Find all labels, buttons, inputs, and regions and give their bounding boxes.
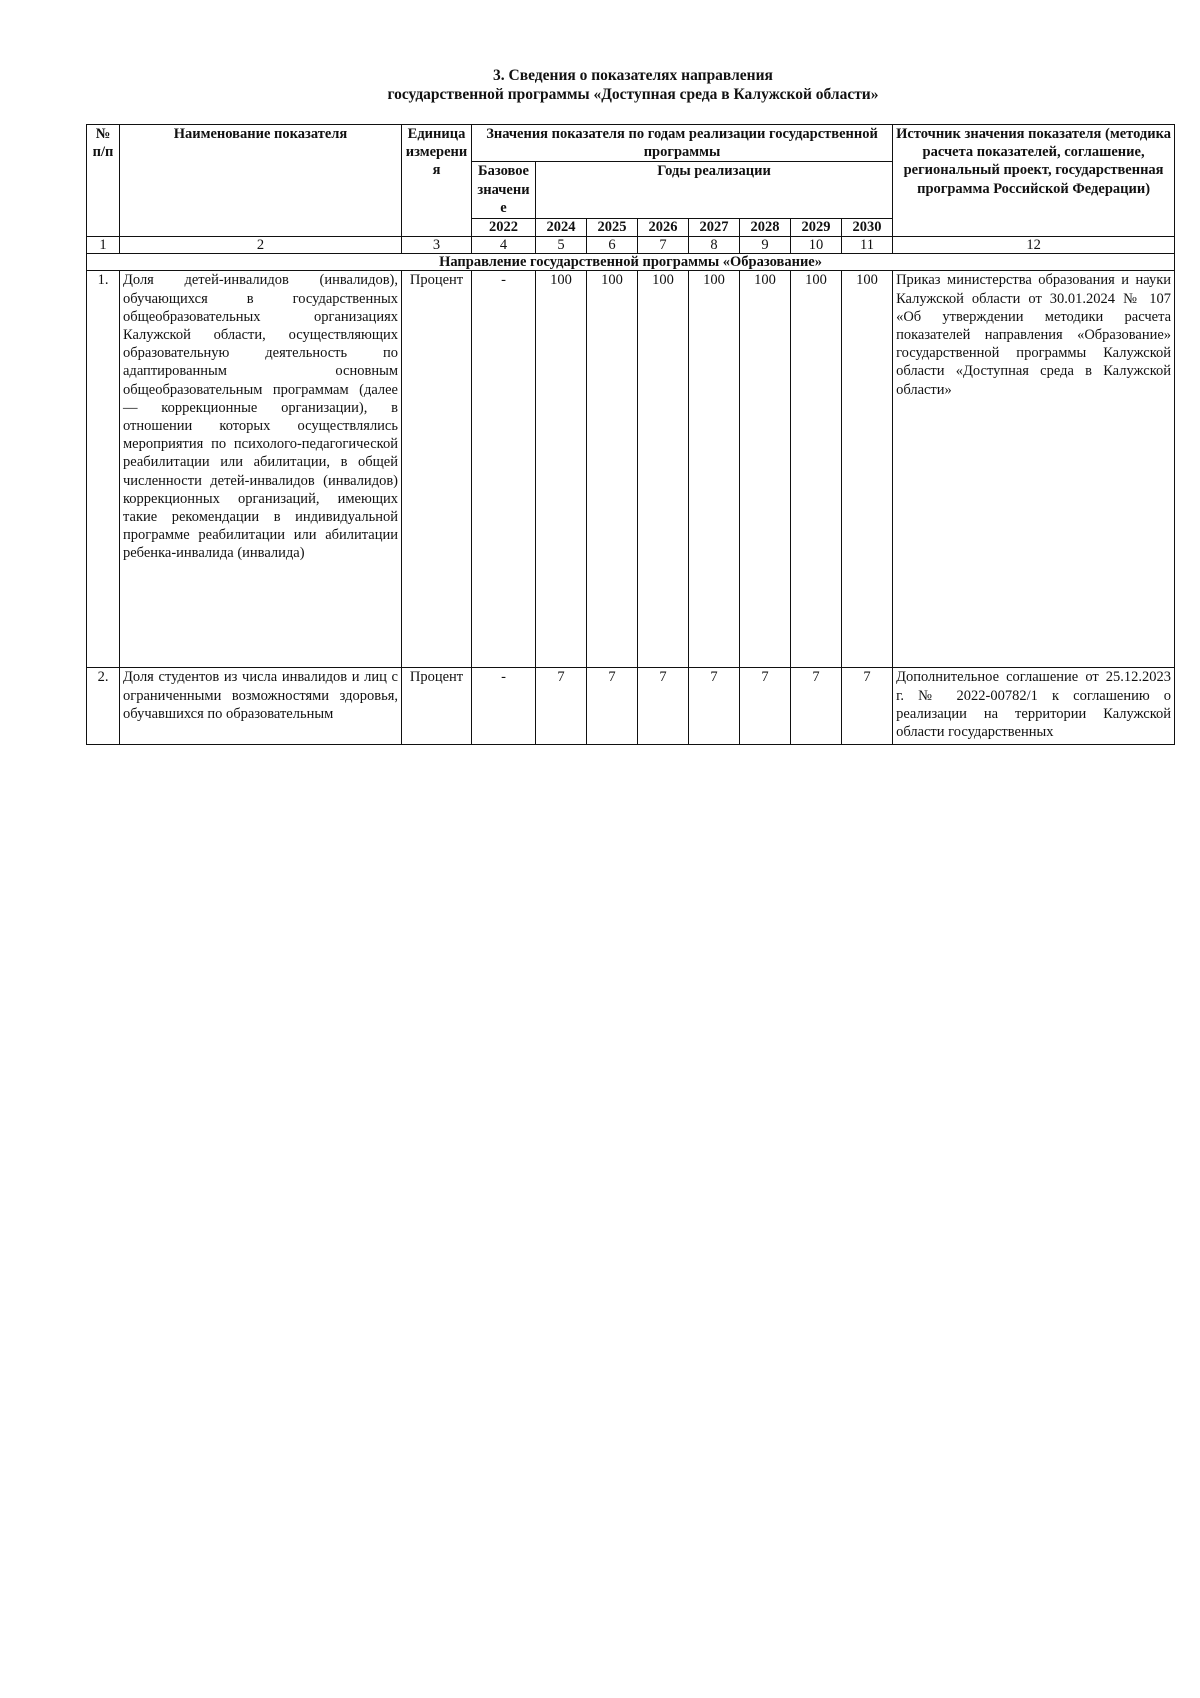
indicators-table — [86, 124, 1175, 745]
column-number: 2 — [120, 237, 402, 254]
year-value: 100 — [842, 271, 893, 668]
row-number: 2. — [87, 668, 120, 745]
indicator-source: Дополнительное соглашение от 25.12.2023 г. № 2022-00782/1 к соглашению о реализации на территории Калужской области государственных — [893, 668, 1175, 745]
indicator-unit: Процент — [402, 668, 472, 745]
row-number: 1. — [87, 271, 120, 668]
header-base: Базовое значени е — [472, 162, 536, 219]
base-value: - — [472, 668, 536, 745]
table-row — [87, 271, 1175, 668]
column-number: 5 — [536, 237, 587, 254]
column-number: 9 — [740, 237, 791, 254]
year-value: 100 — [689, 271, 740, 668]
section-title: Направление государственной программы «Образование» — [87, 254, 1175, 271]
column-numbers-row — [87, 237, 1175, 254]
section-row — [87, 254, 1175, 271]
base-value: - — [472, 271, 536, 668]
column-number: 11 — [842, 237, 893, 254]
column-number: 3 — [402, 237, 472, 254]
table-row — [87, 668, 1175, 745]
header-year: 2026 — [638, 219, 689, 237]
header-year: 2027 — [689, 219, 740, 237]
header-year: 2030 — [842, 219, 893, 237]
year-value: 100 — [638, 271, 689, 668]
header-unit: Единица измерени я — [402, 125, 472, 237]
header-year: 2029 — [791, 219, 842, 237]
header-years-group: Годы реализации — [536, 162, 893, 219]
header-year: 2024 — [536, 219, 587, 237]
year-value: 7 — [689, 668, 740, 745]
indicator-name: Доля детей-инвалидов (инвалидов), обучающихся в государственных общеобразовательных организациях Калужской области, осуществляющих образовательную деятельность по адаптированным основным общеобразовательным программам (далее — коррекционные организации), в отношении которых осуществлялись мероприятия по психолого-педагогической реабилитации или абилитации, в общей численности детей-инвалидов (инвалидов) коррекционных организаций, имеющих такие рекомендации в индивидуальной программе реабилитации или абилитации ребенка-инвалида (инвалида) — [120, 271, 402, 668]
year-value: 7 — [638, 668, 689, 745]
header-source: Источник значения показателя (методика расчета показателей, соглашение, региональный проект, государственная программа Российской Федерации) — [893, 125, 1175, 237]
header-name: Наименование показателя — [120, 125, 402, 237]
column-number: 10 — [791, 237, 842, 254]
year-value: 7 — [536, 668, 587, 745]
column-number: 8 — [689, 237, 740, 254]
year-value: 7 — [842, 668, 893, 745]
indicator-source: Приказ министерства образования и науки Калужской области от 30.01.2024 № 107 «Об утверждении методики расчета показателей направления «Образование» государственной программы Калужской области «Доступная среда в Калужской области» — [893, 271, 1175, 668]
year-value: 7 — [587, 668, 638, 745]
header-num: № п/п — [87, 125, 120, 237]
title-line-1: 3. Сведения о показателях направления — [493, 67, 773, 84]
column-number: 4 — [472, 237, 536, 254]
indicator-unit: Процент — [402, 271, 472, 668]
document-title — [0, 66, 1200, 104]
header-year: 2025 — [587, 219, 638, 237]
header-base-year: 2022 — [472, 219, 536, 237]
header-values-group: Значения показателя по годам реализации государственной программы — [472, 125, 893, 162]
column-number: 6 — [587, 237, 638, 254]
year-value: 7 — [791, 668, 842, 745]
year-value: 7 — [740, 668, 791, 745]
title-line-2: государственной программы «Доступная среда в Калужской области» — [387, 86, 879, 103]
column-number: 7 — [638, 237, 689, 254]
column-number: 1 — [87, 237, 120, 254]
year-value: 100 — [536, 271, 587, 668]
column-number: 12 — [893, 237, 1175, 254]
year-value: 100 — [791, 271, 842, 668]
year-value: 100 — [587, 271, 638, 668]
header-year: 2028 — [740, 219, 791, 237]
year-value: 100 — [740, 271, 791, 668]
indicator-name: Доля студентов из числа инвалидов и лиц с ограниченными возможностями здоровья, обучавшихся по образовательным — [120, 668, 402, 745]
